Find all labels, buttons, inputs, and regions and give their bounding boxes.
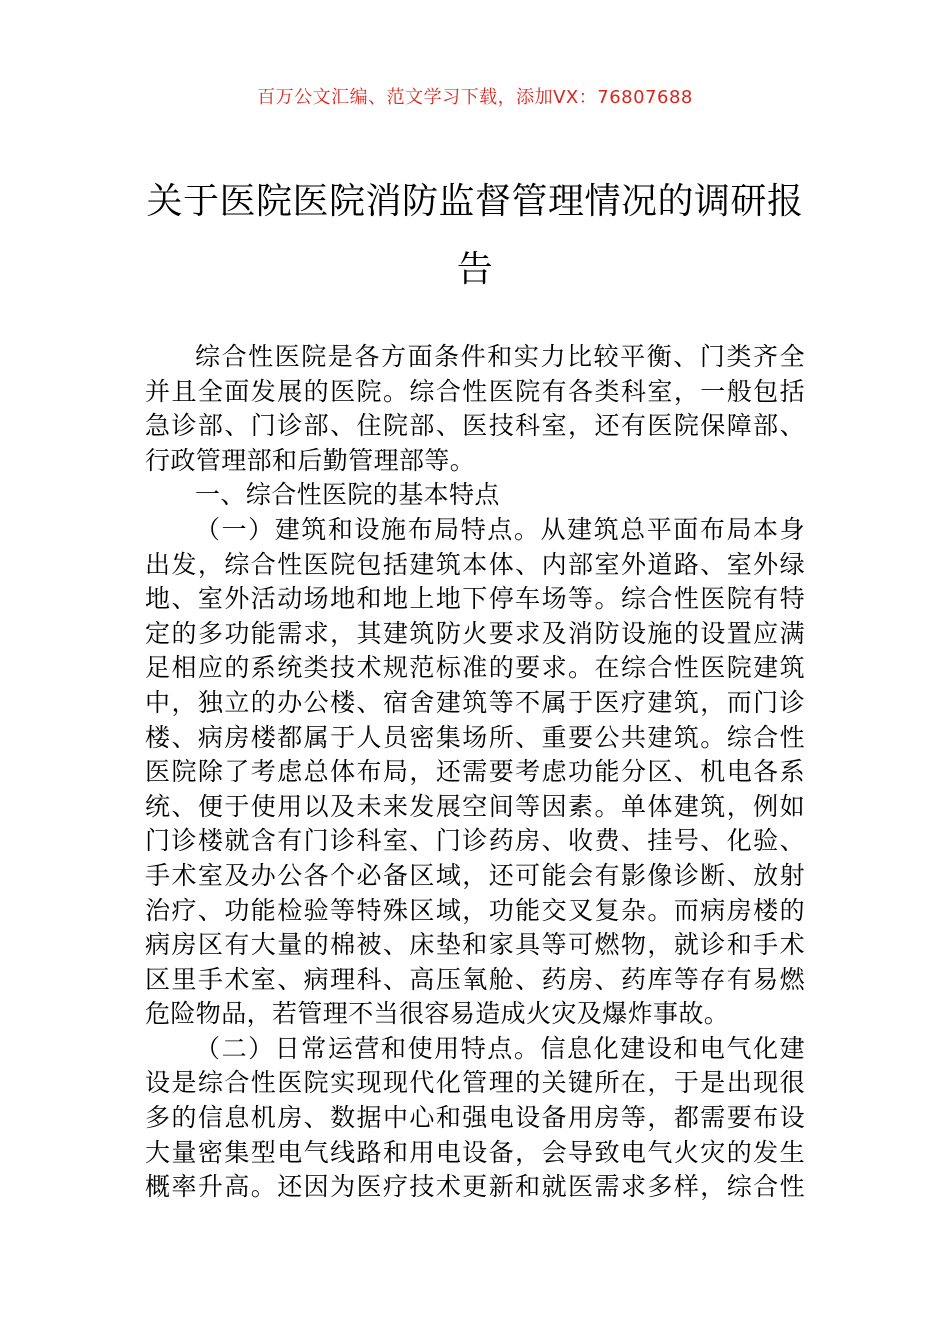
page-title (145, 168, 805, 304)
body-line: 病房区有大量的棉被、床垫和家具等可燃物，就诊和手术 (145, 930, 805, 960)
body-line: 设是综合性医院实现现代化管理的关键所在，于是出现很 (145, 1068, 805, 1098)
body-line: 出发，综合性医院包括建筑本体、内部室外道路、室外绿 (145, 549, 805, 579)
body-line: 危险物品，若管理不当很容易造成火灾及爆炸事故。 (145, 999, 730, 1029)
title-line: 告 (456, 249, 494, 290)
title-line: 关于医院医院消防监督管理情况的调研报 (146, 181, 804, 222)
body-line: 急诊部、门诊部、住院部、医技科室，还有医院保障部、 (145, 411, 805, 441)
body-line: 并且全面发展的医院。综合性医院有各类科室，一般包括 (145, 376, 805, 406)
body-line: 门诊楼就含有门诊科室、门诊药房、收费、挂号、化验、 (145, 826, 805, 856)
body-line: 行政管理部和后勤管理部等。 (145, 445, 476, 475)
body-line: 楼、病房楼都属于人员密集场所、重要公共建筑。综合性 (145, 722, 805, 752)
body-line: 地、室外活动场地和地上地下停车场等。综合性医院有特 (145, 584, 805, 614)
body-line: （一）建筑和设施布局特点。从建筑总平面布局本身 (195, 514, 805, 544)
body-line: 综合性医院是各方面条件和实力比较平衡、门类齐全 (195, 342, 805, 371)
body-line: 中，独立的办公楼、宿舍建筑等不属于医疗建筑，而门诊 (145, 687, 805, 717)
document-body (145, 340, 805, 1205)
body-line: 多的信息机房、数据中心和强电设备用房等，都需要布设 (145, 1103, 805, 1133)
body-line: 统、便于使用以及未来发展空间等因素。单体建筑，例如 (145, 791, 805, 821)
section-heading: 一、综合性医院的基本特点 (195, 480, 500, 510)
body-line: 定的多功能需求，其建筑防火要求及消防设施的设置应满 (145, 618, 805, 648)
body-line: 大量密集型电气线路和用电设备，会导致电气火灾的发生 (145, 1137, 805, 1167)
body-line: 区里手术室、病理科、高压氧舱、药房、药库等存有易燃 (145, 964, 805, 994)
header-watermark-note: 百万公文汇编、范文学习下载，添加VX：76807688 (257, 87, 693, 108)
body-line: 治疗、功能检验等特殊区域，功能交叉复杂。而病房楼的 (145, 895, 805, 925)
body-line: 手术室及办公各个必备区域，还可能会有影像诊断、放射 (145, 860, 805, 890)
body-line: 概率升高。还因为医疗技术更新和就医需求多样，综合性 (145, 1172, 805, 1202)
body-line: （二）日常运营和使用特点。信息化建设和电气化建 (195, 1033, 805, 1063)
body-line: 足相应的系统类技术规范标准的要求。在综合性医院建筑 (145, 653, 805, 683)
body-line: 医院除了考虑总体布局，还需要考虑功能分区、机电各系 (145, 757, 805, 787)
